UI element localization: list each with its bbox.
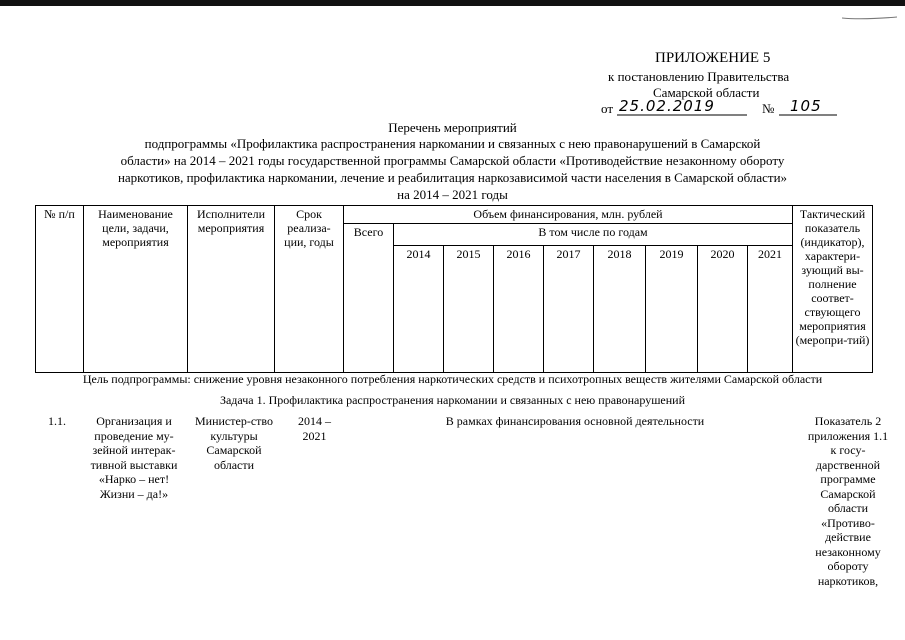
header-year: 2016 [494, 246, 544, 373]
header-year: 2019 [646, 246, 698, 373]
header-year: 2014 [394, 246, 444, 373]
subprogram-title-line-3: наркотиков, профилактика наркомании, лечение и реабилитация наркозависимой части населения в Самарской области» [117, 170, 788, 185]
number-prefix: № [762, 101, 775, 116]
header-executors: Исполнители мероприятия [188, 206, 275, 373]
appendix-line-2: Самарской области [653, 85, 760, 100]
header-year: 2021 [748, 246, 793, 373]
subprogram-title-line-4: на 2014 – 2021 годы [397, 187, 508, 202]
header-indicator: Тактический показатель (индикатор), характери-зующий вы-полнение соответ-ствующего мероприятия (меропри-тий) [793, 206, 873, 373]
appendix-line-1: к постановлению Правительства [608, 69, 790, 84]
task-line: Задача 1. Профилактика распространения наркомании и связанных с нею правонарушений [219, 393, 686, 407]
row-executor: Министер-ство культуры Самарской области [195, 414, 273, 472]
number-handwritten: 105 [790, 97, 822, 115]
list-title: Перечень мероприятий [388, 120, 517, 135]
measures-table [35, 205, 873, 373]
appendix-title: ПРИЛОЖЕНИЕ 5 [655, 50, 771, 66]
row-term: 2014 – 2021 [298, 414, 331, 443]
header-number: № п/п [36, 206, 84, 373]
subprogram-title-line-2: области» на 2014 – 2021 годы государственной программы Самарской области «Противодействие незаконному обороту [120, 153, 785, 168]
header-name: Наименование цели, задачи, мероприятия [84, 206, 188, 373]
header-funding: Объем финансирования, млн. рублей [344, 206, 793, 224]
row-funding: В рамках финансирования основной деятельности [445, 414, 705, 428]
header-by-years: В том числе по годам [394, 224, 793, 246]
header-year: 2015 [444, 246, 494, 373]
date-underline [617, 113, 747, 117]
scan-mark [842, 16, 897, 20]
number-underline [779, 113, 837, 117]
header-year: 2017 [544, 246, 594, 373]
header-year: 2020 [698, 246, 748, 373]
scan-top-border [0, 0, 905, 6]
row-name: Организация и проведение му-зейной интерак-тивной выставки «Нарко – нет! Жизни – да!» [90, 414, 178, 501]
date-handwritten: 25.02.2019 [619, 97, 715, 115]
row-number: 1.1. [48, 414, 66, 428]
date-prefix: от [601, 101, 614, 116]
row-indicator: Показатель 2 приложения 1.1 к госу-дарственной программе Самарской области «Противо-действие незаконному обороту наркотиков, [807, 414, 889, 588]
header-total: Всего [344, 224, 394, 373]
header-term: Срок реализа-ции, годы [275, 206, 344, 373]
header-year: 2018 [594, 246, 646, 373]
goal-line: Цель подпрограммы: снижение уровня незаконного потребления наркотических средств и психотропных веществ жителями Самарской области [82, 372, 823, 386]
subprogram-title-line-1: подпрограммы «Профилактика распространения наркомании и связанных с нею правонарушений в Самарской [144, 136, 761, 151]
